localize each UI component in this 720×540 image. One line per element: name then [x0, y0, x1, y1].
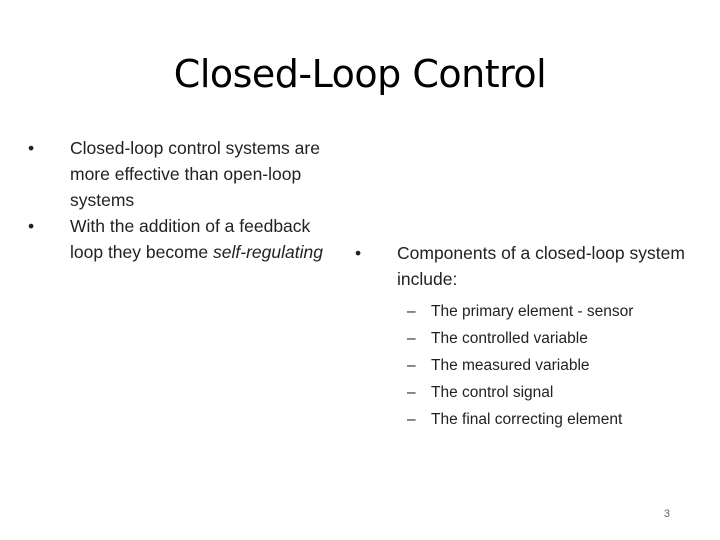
slide-title: Closed-Loop Control	[173, 52, 547, 96]
right-column	[355, 240, 695, 435]
bullet-text: Components of a closed-loop system include:	[397, 243, 685, 289]
bullet-emphasis: self-regulating	[213, 242, 323, 262]
bullet-item	[28, 135, 348, 213]
right-bullet-list	[355, 240, 695, 292]
bullet-marker: •	[28, 216, 35, 236]
bullet-text: With the addition of a feedback loop they become	[70, 216, 311, 262]
bullet-marker: •	[28, 138, 35, 158]
bullet-marker: •	[355, 243, 362, 263]
subitem-text: The controlled variable	[431, 330, 588, 347]
bullet-text: Closed-loop control systems are more effective than open-loop systems	[70, 138, 320, 210]
subitem	[355, 354, 695, 377]
dash-marker: –	[407, 357, 416, 374]
subitem-text: The control signal	[431, 384, 554, 401]
dash-marker: –	[407, 411, 416, 428]
subitem	[355, 300, 695, 323]
bullet-item	[28, 213, 348, 265]
page-number: 3	[663, 508, 670, 520]
bullet-item	[355, 240, 695, 292]
component-sublist	[355, 300, 695, 431]
dash-marker: –	[407, 384, 416, 401]
subitem-text: The primary element - sensor	[431, 303, 634, 320]
subitem-text: The final correcting element	[431, 411, 623, 428]
dash-marker: –	[407, 303, 416, 320]
left-bullet-list	[28, 135, 348, 265]
left-column	[28, 135, 348, 265]
subitem	[355, 408, 695, 431]
dash-marker: –	[407, 330, 416, 347]
subitem	[355, 327, 695, 350]
subitem	[355, 381, 695, 404]
subitem-text: The measured variable	[431, 357, 590, 374]
